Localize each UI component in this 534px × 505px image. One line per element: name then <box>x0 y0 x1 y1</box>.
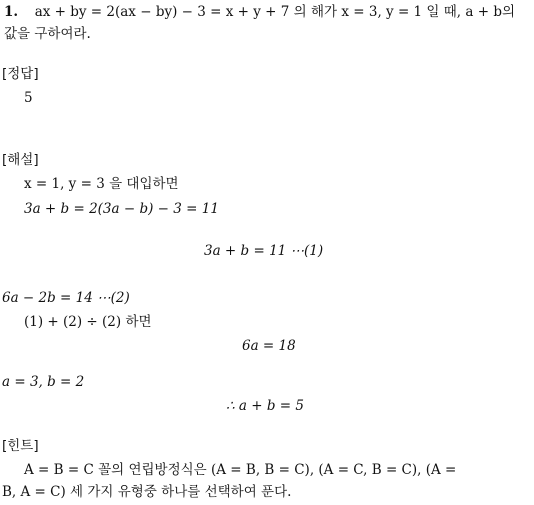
problem-line-2 <box>4 24 91 44</box>
solution-label: [해설] <box>2 152 39 168</box>
problem-line-1 <box>4 2 515 22</box>
hint-line-1: A = B = C 꼴의 연립방정식은 (A = B, B = C), (A = C, B = C), (A = <box>24 462 457 478</box>
solution-result: a = 3, b = 2 <box>2 374 85 390</box>
hint-line-2: B, A = C) 세 가지 유형중 하나를 선택하여 푼다. <box>2 484 292 500</box>
problem-text-line-2: 값을 구하여라. <box>4 26 91 42</box>
solution-step-1: x = 1, y = 3 을 대입하면 <box>24 176 179 192</box>
solution-equation-1: 3a + b = 11 ⋯(1) <box>204 243 324 259</box>
problem-text-line-1: ax + by = 2(ax − by) − 3 = x + y + 7 의 해가 x = 3, y = 1 일 때, a + b의 <box>34 4 516 20</box>
solution-step-2: 3a + b = 2(3a − b) − 3 = 11 <box>24 201 219 217</box>
problem-number: 1. <box>4 4 19 20</box>
solution-equation-3: 6a = 18 <box>242 338 296 354</box>
answer-label: [정답] <box>2 66 39 82</box>
solution-equation-2: 6a − 2b = 14 ⋯(2) <box>2 290 130 306</box>
solution-step-3: (1) + (2) ÷ (2) 하면 <box>24 314 152 330</box>
solution-conclusion: ∴ a + b = 5 <box>226 398 304 414</box>
answer-value: 5 <box>24 90 33 106</box>
hint-label: [힌트] <box>2 438 39 454</box>
